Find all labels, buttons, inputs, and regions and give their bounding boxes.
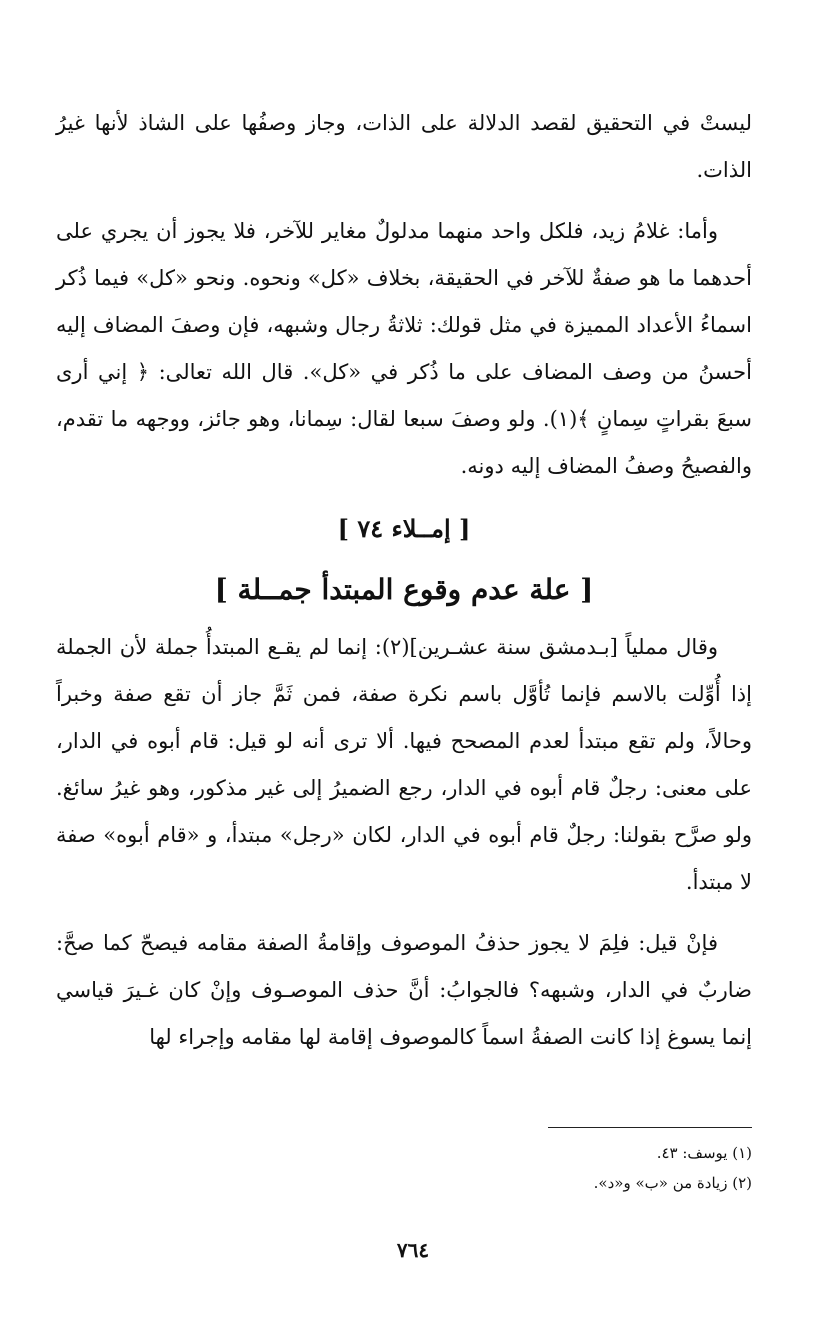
footnotes <box>72 1138 752 1198</box>
imla-heading: [ إمــلاء ٧٤ ] <box>337 514 471 543</box>
main-text <box>56 100 752 1075</box>
paragraph-objection: فإنْ قيل: فلِمَ لا يجوز حذفُ الموصوف وإقامةُ الصفة مقامه فيصحّ كما صحَّ: ضاربٌ في الدار، وشبهه؟ فالجوابُ: أنَّ حذف الموصـوف وإنْ كان غـيرَ قياسي إنما يسوغ إذا كانت الصفةُ اسماً كالموصوف إقامة لها مقامه وإجراء لها <box>56 931 752 1049</box>
footnote-divider <box>548 1127 752 1128</box>
footnote-2: (٢) زيادة من «ب» و«د». <box>593 1174 752 1192</box>
footnote-1: (١) يوسف: ٤٣. <box>656 1144 752 1162</box>
paragraph-mubtada: وقال مملياً [بـدمشق سنة عشـرين](٢): إنما لم يقـع المبتدأُ جملة لأن الجملة إذا أُوِّلت بالاسم فإنما تُأوَّل باسم نكرة صفة، فمن ثَمَّ جاز أن تقع صفة وخبراً وحالاً، ولم تقع مبتدأ لعدم المصحح فيها. ألا ترى أنه لو قيل: قام أبوه في الدار، على معنى: رجلٌ قام أبوه في الدار، رجع الضميرُ إلى غير مذكور، وهو غيرُ سائغ. ولو صرَّح بقولنا: رجلٌ قام أبوه في الدار، لكان «رجل» مبتدأ، و «قام أبوه» صفة لا مبتدأ. <box>56 635 752 894</box>
section-title: [ علة عدم وقوع المبتدأ جمــلة ] <box>214 573 594 606</box>
paragraph-continuation: ليستْ في التحقيق لقصد الدلالة على الذات، وجاز وصفُها على الشاذ لأنها غيرُ الذات. <box>56 111 752 182</box>
page-number: ٧٦٤ <box>396 1238 430 1262</box>
paragraph-kul: وأما: غلامُ زيد، فلكل واحد منهما مدلولٌ مغاير للآخر، فلا يجوز أن يجري على أحدهما ما هو صفةٌ للآخر في الحقيقة، بخلاف «كل» ونحوه. ونحو «كل» فيما ذُكر اسماءُ الأعداد المميزة في مثل قولك: ثلاثةُ رجال وشبهه، فإن وصفَ المضاف إليه أحسنُ من وصف المضاف على ما ذُكر في «كل». قال الله تعالى: ﴿ إني أرى سبعَ بقراتٍ سِمانٍ ﴾(١). ولو وصفَ سبعا لقال: سِمانا، وهو جائز، ووجهه ما تقدم، والفصيحُ وصفُ المضاف إليه دونه. <box>56 219 752 478</box>
